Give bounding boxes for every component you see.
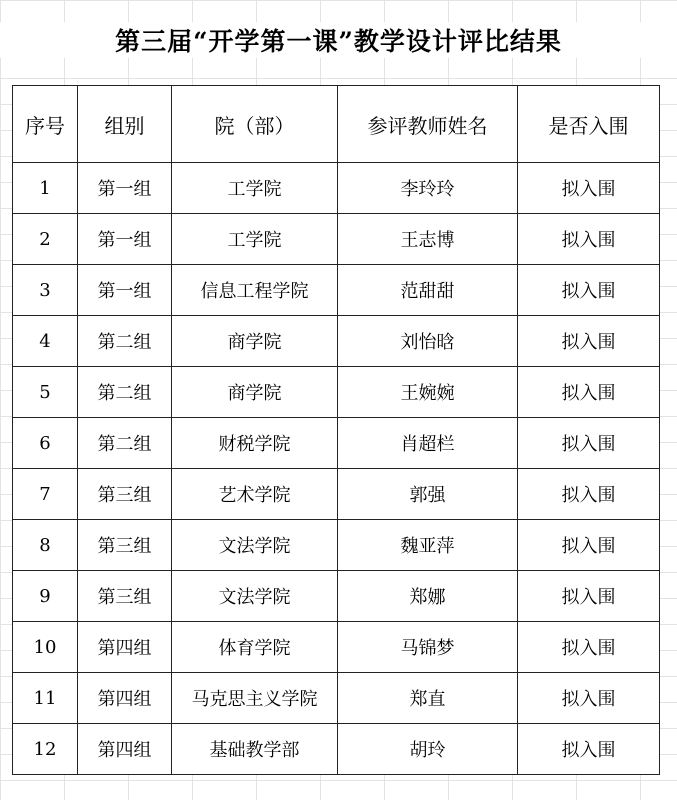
- cell-index: 12: [13, 724, 78, 775]
- cell-department: 商学院: [172, 367, 338, 418]
- cell-shortlisted: 拟入围: [518, 316, 660, 367]
- cell-teacher-name: 胡玲: [338, 724, 518, 775]
- cell-group: 第二组: [78, 367, 172, 418]
- cell-shortlisted: 拟入围: [518, 163, 660, 214]
- cell-group: 第一组: [78, 163, 172, 214]
- cell-shortlisted: 拟入围: [518, 469, 660, 520]
- cell-department: 工学院: [172, 163, 338, 214]
- cell-index: 1: [13, 163, 78, 214]
- cell-department: 文法学院: [172, 571, 338, 622]
- cell-group: 第一组: [78, 265, 172, 316]
- cell-department: 财税学院: [172, 418, 338, 469]
- cell-group: 第一组: [78, 214, 172, 265]
- cell-teacher-name: 肖超栏: [338, 418, 518, 469]
- cell-department: 文法学院: [172, 520, 338, 571]
- cell-shortlisted: 拟入围: [518, 367, 660, 418]
- table-row: [13, 673, 660, 724]
- document-title: 第三届“开学第一课”教学设计评比结果: [0, 22, 677, 58]
- cell-group: 第二组: [78, 316, 172, 367]
- cell-shortlisted: 拟入围: [518, 520, 660, 571]
- cell-group: 第二组: [78, 418, 172, 469]
- cell-teacher-name: 王志博: [338, 214, 518, 265]
- cell-index: 10: [13, 622, 78, 673]
- cell-teacher-name: 马锦梦: [338, 622, 518, 673]
- cell-teacher-name: 王婉婉: [338, 367, 518, 418]
- cell-teacher-name: 郑娜: [338, 571, 518, 622]
- cell-group: 第三组: [78, 469, 172, 520]
- cell-group: 第三组: [78, 571, 172, 622]
- header-index: 序号: [13, 86, 78, 163]
- table-row: [13, 724, 660, 775]
- table-row: [13, 622, 660, 673]
- cell-index: 7: [13, 469, 78, 520]
- cell-index: 4: [13, 316, 78, 367]
- results-table: [12, 85, 660, 775]
- cell-department: 马克思主义学院: [172, 673, 338, 724]
- cell-shortlisted: 拟入围: [518, 418, 660, 469]
- table-row: [13, 418, 660, 469]
- cell-group: 第四组: [78, 724, 172, 775]
- cell-index: 5: [13, 367, 78, 418]
- cell-index: 6: [13, 418, 78, 469]
- cell-index: 2: [13, 214, 78, 265]
- table-row: [13, 265, 660, 316]
- cell-teacher-name: 郑直: [338, 673, 518, 724]
- cell-shortlisted: 拟入围: [518, 622, 660, 673]
- cell-index: 8: [13, 520, 78, 571]
- cell-shortlisted: 拟入围: [518, 673, 660, 724]
- cell-index: 11: [13, 673, 78, 724]
- table-row: [13, 469, 660, 520]
- cell-department: 工学院: [172, 214, 338, 265]
- table-row: [13, 571, 660, 622]
- table-header-row: [13, 86, 660, 163]
- cell-department: 基础教学部: [172, 724, 338, 775]
- cell-teacher-name: 魏亚萍: [338, 520, 518, 571]
- cell-teacher-name: 李玲玲: [338, 163, 518, 214]
- header-department: 院（部）: [172, 86, 338, 163]
- header-shortlisted: 是否入围: [518, 86, 660, 163]
- cell-shortlisted: 拟入围: [518, 724, 660, 775]
- table-row: [13, 367, 660, 418]
- cell-teacher-name: 郭强: [338, 469, 518, 520]
- cell-group: 第四组: [78, 673, 172, 724]
- cell-department: 信息工程学院: [172, 265, 338, 316]
- cell-shortlisted: 拟入围: [518, 571, 660, 622]
- cell-index: 3: [13, 265, 78, 316]
- cell-shortlisted: 拟入围: [518, 265, 660, 316]
- table-row: [13, 163, 660, 214]
- table-row: [13, 316, 660, 367]
- cell-index: 9: [13, 571, 78, 622]
- cell-department: 商学院: [172, 316, 338, 367]
- header-group: 组别: [78, 86, 172, 163]
- table-row: [13, 214, 660, 265]
- cell-department: 艺术学院: [172, 469, 338, 520]
- cell-group: 第三组: [78, 520, 172, 571]
- cell-teacher-name: 刘怡晗: [338, 316, 518, 367]
- table-row: [13, 520, 660, 571]
- cell-shortlisted: 拟入围: [518, 214, 660, 265]
- header-teacher-name: 参评教师姓名: [338, 86, 518, 163]
- cell-group: 第四组: [78, 622, 172, 673]
- cell-teacher-name: 范甜甜: [338, 265, 518, 316]
- cell-department: 体育学院: [172, 622, 338, 673]
